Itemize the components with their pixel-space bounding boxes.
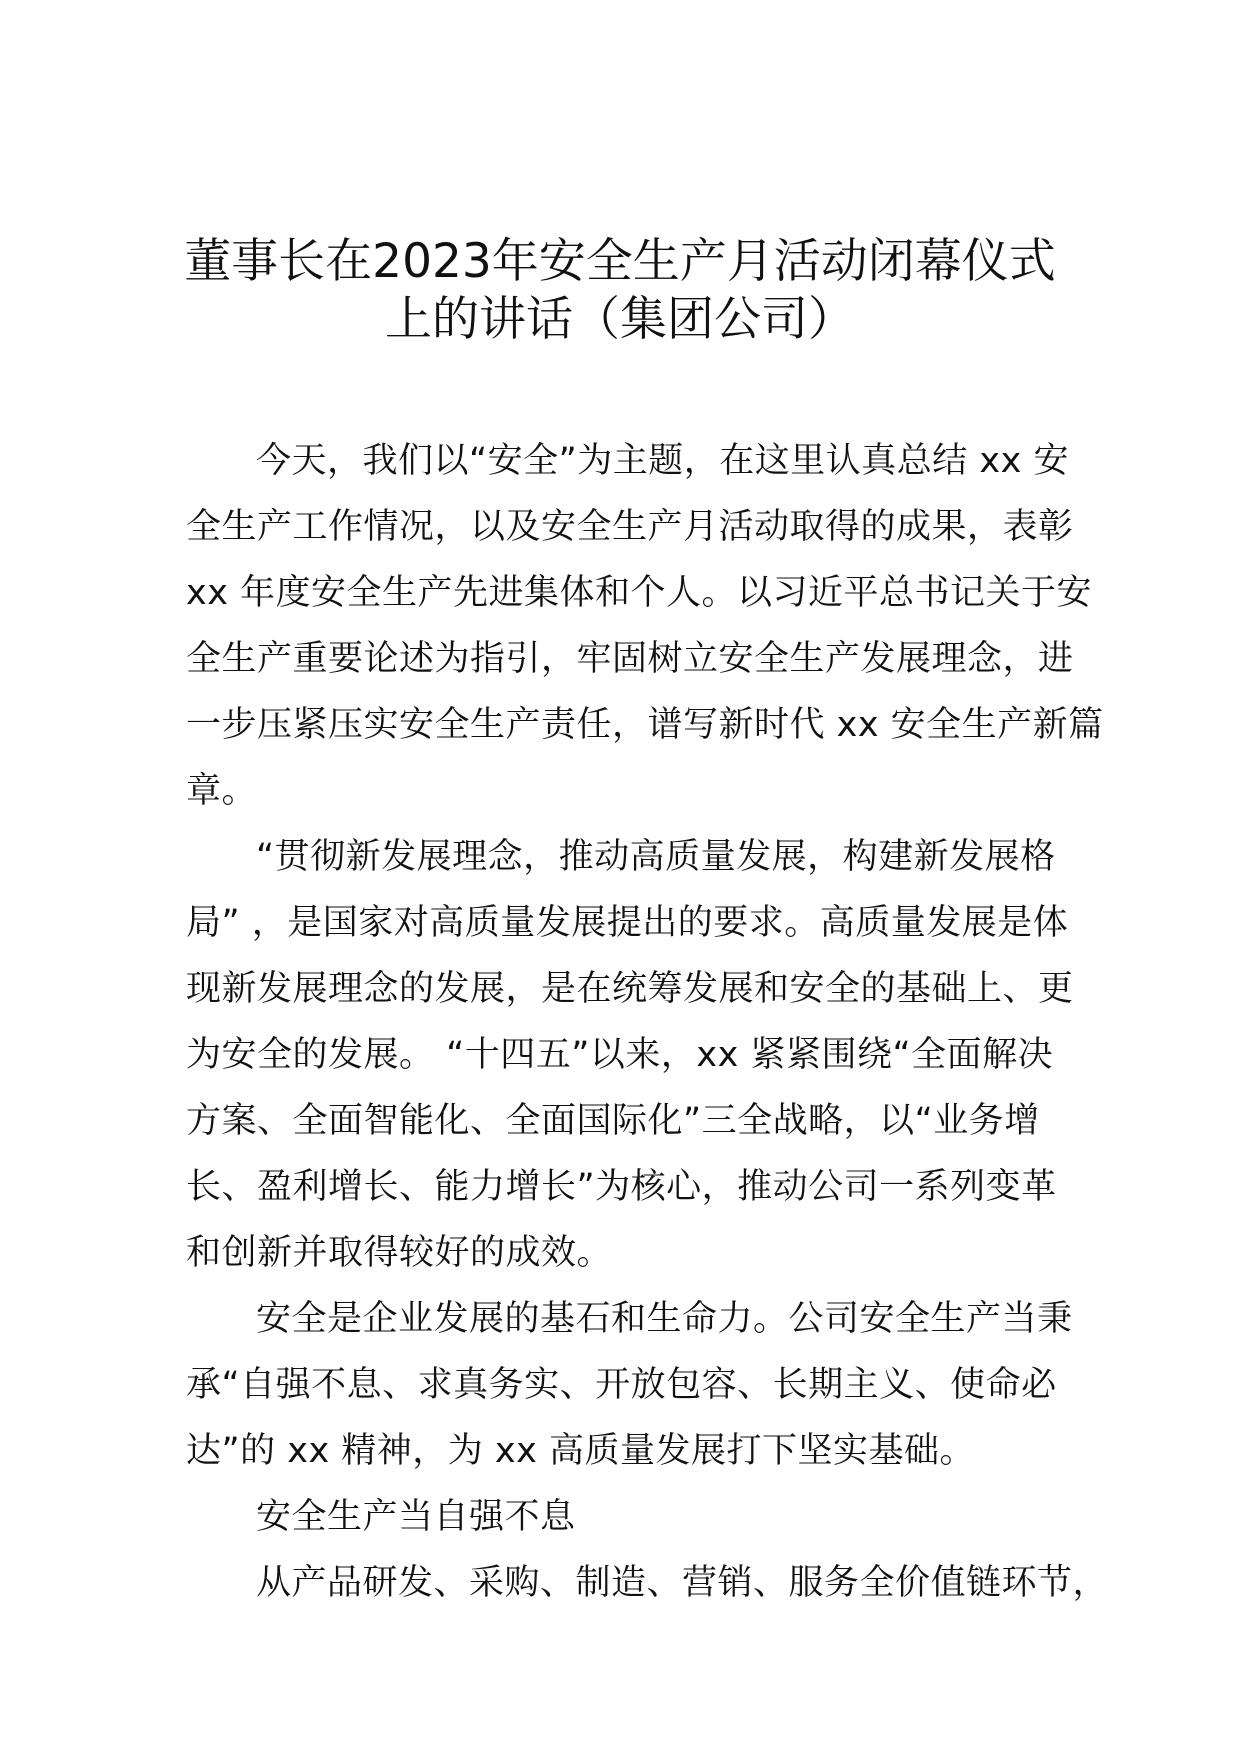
body-line: 全生产工作情况，以及安全生产月活动取得的成果，表彰 <box>186 507 1074 547</box>
document-body <box>186 428 1109 1616</box>
body-line: 安全是企业发展的基石和生命力。公司安全生产当秉 <box>256 1299 1073 1339</box>
body-line: 承“自强不息、求真务实、开放包容、长期主义、使命必 <box>186 1365 1057 1405</box>
body-line: 方案、全面智能化、全面国际化”三全战略，以“业务增 <box>186 1101 1040 1141</box>
document-title-line-1: 董事长在2023年安全生产月活动闭幕仪式 <box>184 234 1056 289</box>
body-line: 章。 <box>186 771 258 811</box>
body-line: 安全生产当自强不息 <box>256 1497 576 1537</box>
body-line: 今天，我们以“安全”为主题，在这里认真总结 xx 安 <box>256 441 1069 481</box>
body-line: 全生产重要论述为指引，牢固树立安全生产发展理念，进 <box>186 639 1074 679</box>
body-line: 从产品研发、采购、制造、营销、服务全价值链环节， <box>256 1563 1109 1603</box>
body-line: xx 年度安全生产先进集体和个人。以习近平总书记关于安 <box>186 573 1093 613</box>
body-line: 局” ，是国家对高质量发展提出的要求。高质量发展是体 <box>186 903 1069 943</box>
document-title-line-2: 上的讲话（集团公司） <box>385 292 855 347</box>
body-line: 为安全的发展。 “十四五”以来，xx 紧紧围绕“全面解决 <box>186 1035 1054 1075</box>
body-line: 和创新并取得较好的成效。 <box>186 1233 613 1273</box>
body-line: 现新发展理念的发展，是在统筹发展和安全的基础上、更 <box>186 969 1074 1009</box>
body-line: 达”的 xx 精神，为 xx 高质量发展打下坚实基础。 <box>186 1431 975 1471</box>
body-line: 一步压紧压实安全生产责任，谱写新时代 xx 安全生产新篇 <box>186 705 1104 745</box>
body-line: 长、盈利增长、能力增长”为核心，推动公司一系列变革 <box>186 1167 1057 1207</box>
body-line: “贯彻新发展理念，推动高质量发展，构建新发展格 <box>256 837 1056 877</box>
